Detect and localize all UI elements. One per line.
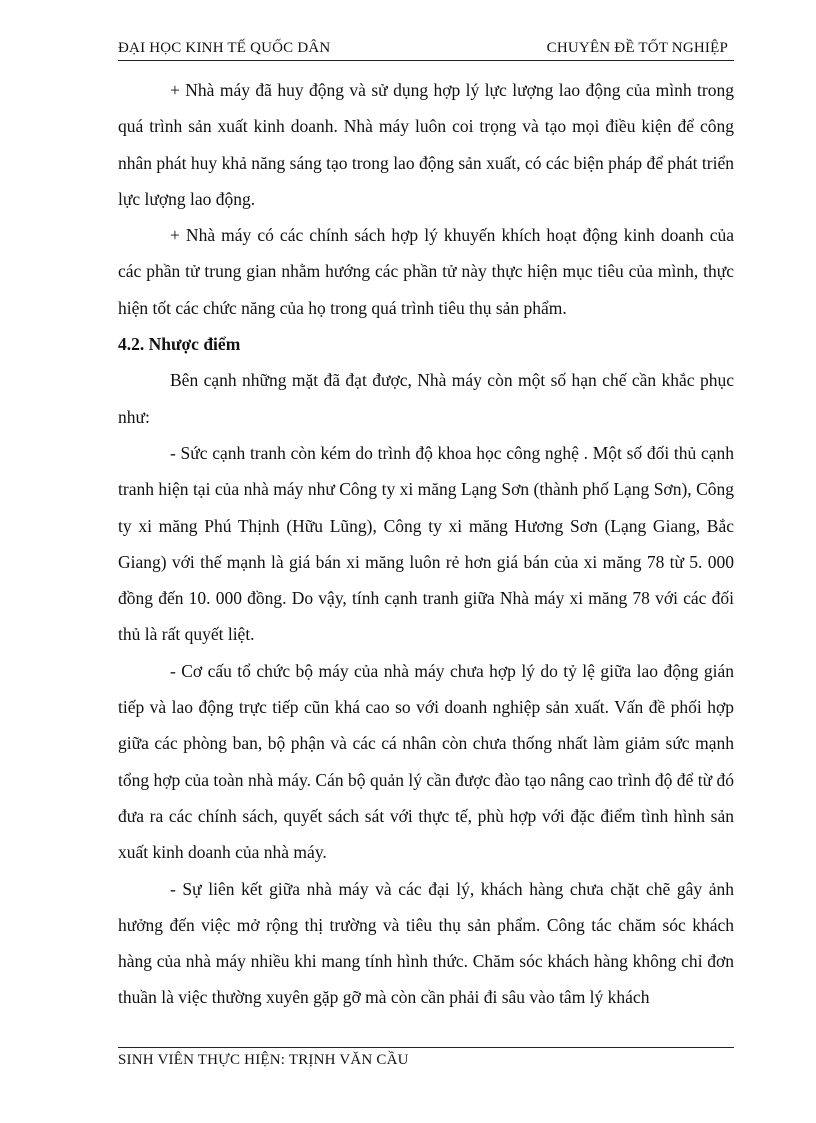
footer-student-name: SINH VIÊN THỰC HIỆN: TRỊNH VĂN CẦU [118, 1052, 409, 1068]
paragraph-strength-policy: + Nhà máy có các chính sách hợp lý khuyến khích hoạt động kinh doanh của các phần tử trung gian nhằm hướng các phần tử này thực hiện mục tiêu của mình, thực hiện tốt các chức năng của họ trong quá trình tiêu thụ sản phẩm. [118, 225, 734, 318]
section-heading-weaknesses: 4.2. Nhược điểm [118, 334, 241, 355]
page-footer [118, 1047, 734, 1069]
paragraph-weaknesses-intro: Bên cạnh những mặt đã đạt được, Nhà máy còn một số hạn chế cần khắc phục như: [118, 370, 734, 427]
page-header [118, 38, 734, 61]
paragraph-strength-labor: + Nhà máy đã huy động và sử dụng hợp lý lực lượng lao động của mình trong quá trình sản xuất kinh doanh. Nhà máy luôn coi trọng và tạo mọi điều kiện để công nhân phát huy khả năng sáng tạo trong lao động sản xuất, có các biện pháp để phát triển lực lượng lao động. [118, 80, 734, 209]
header-university: ĐẠI HỌC KINH TẾ QUỐC DÂN [118, 40, 331, 56]
paragraph-weakness-competition: - Sức cạnh tranh còn kém do trình độ khoa học công nghệ . Một số đối thủ cạnh tranh hiện tại của nhà máy như Công ty xi măng Lạng Sơn (thành phố Lạng Sơn), Công ty xi măng Phú Thịnh (Hữu Lũng), Công ty xi măng Hương Sơn (Lạng Giang, Bắc Giang) với thế mạnh là giá bán xi măng luôn rẻ hơn giá bán của xi măng 78 từ 5. 000 đồng đến 10. 000 đồng. Do vậy, tính cạnh tranh giữa Nhà máy xi măng 78 với các đối thủ là rất quyết liệt. [118, 442, 734, 645]
header-document-type: CHUYÊN ĐỀ TỐT NGHIỆP [546, 40, 728, 56]
paragraph-weakness-structure: - Cơ cấu tổ chức bộ máy của nhà máy chưa hợp lý do tỷ lệ giữa lao động gián tiếp và lao động trực tiếp cũn khá cao so với doanh nghiệp sản xuất. Vấn đề phối hợp giữa các phòng ban, bộ phận và các cá nhân còn chưa thống nhất làm giảm sức mạnh tổng hợp của toàn nhà máy. Cán bộ quản lý cần được đào tạo nâng cao trình độ để từ đó đưa ra các chính sách, quyết sách sát với thực tế, phù hợp với đặc điểm tình hình sản xuất kinh doanh của nhà máy. [118, 660, 734, 863]
paragraph-weakness-agents: - Sự liên kết giữa nhà máy và các đại lý, khách hàng chưa chặt chẽ gây ảnh hưởng đến việc mở rộng thị trường và tiêu thụ sản phẩm. Công tác chăm sóc khách hàng của nhà máy nhiều khi mang tính hình thức. Chăm sóc khách hàng không chỉ đơn thuần là việc thường xuyên gặp gỡ mà còn cần phải đi sâu vào tâm lý khách [118, 878, 734, 1008]
document-body [118, 72, 734, 1016]
